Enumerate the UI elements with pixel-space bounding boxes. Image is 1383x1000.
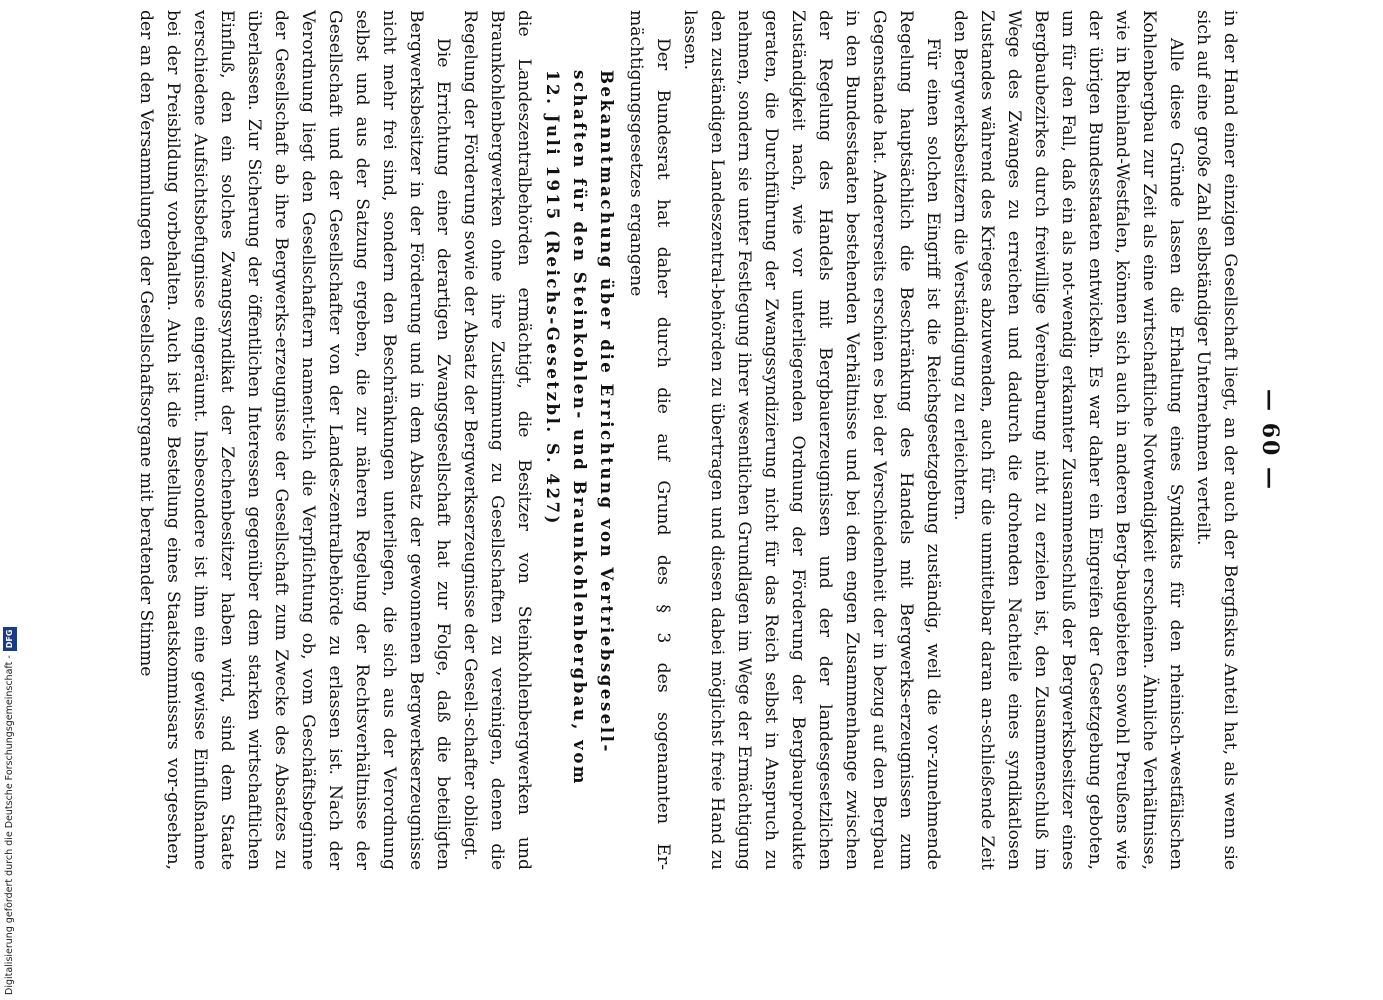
digitization-credit <box>2 605 18 995</box>
paragraph-1: in der Hand einer einzigen Gesellschaft liegt, an der auch der Bergfiskus Anteil hat, als wenn sie sich auf eine große Zahl selbständiger Unternehmen verteilt. <box>1193 10 1240 870</box>
paragraph-6: Die Errichtung einer derartigen Zwangsgesellschaft hat zur Folge, daß die beteiligten Bergwerksbesitzer in der Förderung und in dem Absatz der gewonnenen Bergwerkserzeugnisse nicht mehr frei sind, sondern den Beschränkungen unterliegen, die sich aus der Verordnung selbst und aus der Satzung ergeben, die zur näheren Regelung der Rechtsverhältnisse der Gesellschaft und der Gesellschafter von der Landes-zentralbehörde zu erlassen ist. Nach der Verordnung liegt den Gesellschaftern nament-lich die Verpflichtung ob, vom Geschäftsbeginne der Gesellschaft ab ihre Bergwerks-erzeugnisse der Gesellschaft zum Zwecke des Absatzes zu überlassen. Zur Sicherung der öffentlichen Interessen gegenüber dem starken wirtschaftlichen Einfluß, den ein solches Zwangssyndikat der Zechenbesitzer haben wird, sind dem Staate verschiedene Aufsichtsbefugnisse eingeräumt. Insbesondere ist ihm eine gewisse Einflußnahme bei der Preisbildung vorbehalten. Auch ist die Bestellung eines Staatskommissars vor-gesehen, der an den Versammlungen der Gesellschaftsorgane mit beratender Stimme <box>136 10 453 870</box>
decree-heading-line-1: Bekanntmachung über die Errichtung von Vertriebsgesell- <box>597 70 617 754</box>
page-body <box>132 10 1243 870</box>
paragraph-2: Alle diese Gründe lassen die Erhaltung eines Syndikats für den rheinisch-westfälischen Kohlenbergbau zur Zeit als eine wirtschaftliche Notwendigkeit erscheinen. Ähnliche Verhältnisse, wie in Rheinland-Westfalen, können sich auch in anderen Berg-baugebieten sowohl Preußens wie der übrigen Bundesstaaten entwickeln. Es war daher ein Eingreifen der Gesetzgebung geboten, um für den Fall, daß ein als not-wendig erkannter Zusammenschluß der Bergwerksbesitzer eines Bergbaubezirkes durch freiwillige Vereinbarung nicht zu erzielen ist, den Zusammenschluß im Wege des Zwanges zu erreichen und dadurch die drohenden Nachteile eines syndikatlosen Zustandes während des Krieges abzuwenden, auch für die unmittelbar daran an-schließende Zeit den Bergwerksbesitzern die Verständigung zu erleichtern. <box>950 10 1186 870</box>
scanned-page <box>118 10 1283 870</box>
decree-heading <box>539 70 620 870</box>
digitization-credit-text: Digitalisierung gefördert durch die Deutsche Forschungsgemeinschaft - <box>4 655 15 995</box>
decree-heading-line-3: 12. Juli 1915 (Reichs-Gesetzbl. S. 427) <box>543 70 563 526</box>
paragraph-4: Der Bundesrat hat daher durch die auf Grund des § 3 des sogenannten Er-mächtigungsgesetzes ergangene <box>626 10 673 870</box>
paragraph-3: Für einen solchen Eingriff ist die Reichsgesetzgebung zuständig, weil die vor-zunehmende Regelung hauptsächlich die Beschränkung des Handels mit Bergwerks-erzeugnissen zum Gegenstande hat. Andererseits erschien es bei der Verschiedenheit der in bezug auf den Bergbau in den Bundesstaaten bestehenden Verhältnisse und bei dem engen Zusammenhange zwischen der Regelung des Handels mit Bergbauerzeugnissen und der der landesgesetzlichen Zuständigkeit nach, wie vor unterliegenden Ordnung der Förderung der Bergbauprodukte geraten, die Durchführung der Zwangssyndizierung nicht für das Reich selbst in Anspruch zu nehmen, sondern sie unter Festlegung ihrer wesentlichen Grundlagen im Wege der Ermächtigung den zuständigen Landeszentral-behörden zu übertragen und diesen dabei möglichst freie Hand zu lassen. <box>680 10 943 870</box>
decree-heading-line-2: schaften für den Steinkohlen- und Braunkohlenbergbau, vom <box>570 70 590 786</box>
dfg-logo: DFG <box>3 627 17 652</box>
page-number: — 60 — <box>1257 389 1283 491</box>
paragraph-5: die Landeszentralbehörden ermächtigt, die Besitzer von Steinkohlenbergwerken und Braunkohlenbergwerken ohne ihre Zustimmung zu Gesellschaften zu vereinigen, denen die Regelung der Förderung sowie der Absatz der Bergwerkserzeugnisse der Gesell-schafter obliegt. <box>460 10 534 870</box>
